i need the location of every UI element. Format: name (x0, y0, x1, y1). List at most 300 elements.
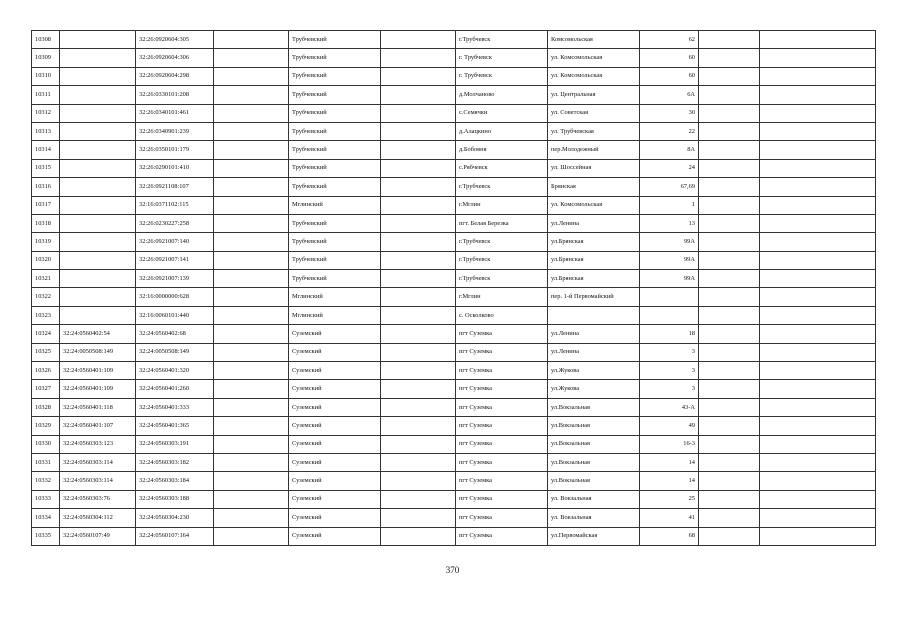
table-row (32, 453, 876, 471)
cell-extra-col-4 (760, 417, 876, 435)
cell-row-id: 10310 (32, 67, 60, 85)
cell-extra-col (214, 527, 289, 545)
cell-cadastral-number: 32:26:0920604:305 (136, 31, 214, 49)
cell-extra-col-4 (760, 86, 876, 104)
cell-locality: пгт Суземка (456, 490, 548, 508)
cell-extra-col (214, 362, 289, 380)
cell-locality: г.Мглин (456, 196, 548, 214)
cell-old-cadastral-number: 32:24:0560401:109 (60, 362, 136, 380)
cell-district: Трубчевский (289, 122, 381, 140)
cell-extra-col-2 (381, 251, 456, 269)
cell-extra-col-4 (760, 31, 876, 49)
cell-street: ул. Вокзальная (548, 490, 640, 508)
cell-extra-col-4 (760, 104, 876, 122)
cell-row-id: 10315 (32, 159, 60, 177)
cell-street (548, 306, 640, 324)
cell-house-number: 24 (640, 159, 699, 177)
cell-extra-col-2 (381, 122, 456, 140)
cell-extra-col-4 (760, 233, 876, 251)
cell-extra-col-3 (699, 86, 760, 104)
cell-cadastral-number: 32:26:0350101:179 (136, 141, 214, 159)
cell-locality: пгт Суземка (456, 325, 548, 343)
cell-street: пер. 1-й Первомайский (548, 288, 640, 306)
cell-district: Мглинский (289, 196, 381, 214)
cell-street: Брянская (548, 178, 640, 196)
cell-house-number: 6А (640, 86, 699, 104)
cell-street: ул.Ленина (548, 214, 640, 232)
cell-district: Суземский (289, 435, 381, 453)
cell-extra-col-3 (699, 435, 760, 453)
table-row (32, 122, 876, 140)
cell-extra-col-4 (760, 306, 876, 324)
cell-old-cadastral-number (60, 214, 136, 232)
cell-row-id: 10308 (32, 31, 60, 49)
cell-old-cadastral-number (60, 251, 136, 269)
cell-district: Суземский (289, 417, 381, 435)
cell-house-number: 14 (640, 472, 699, 490)
cell-extra-col-4 (760, 453, 876, 471)
cell-street: ул.Вокзальная (548, 398, 640, 416)
cell-house-number: 68 (640, 527, 699, 545)
cell-district: Трубчевский (289, 104, 381, 122)
table-row (32, 509, 876, 527)
cell-extra-col-4 (760, 270, 876, 288)
cell-house-number: 43-А (640, 398, 699, 416)
cell-old-cadastral-number: 32:24:0560401:118 (60, 398, 136, 416)
cell-old-cadastral-number (60, 31, 136, 49)
table-row (32, 435, 876, 453)
cell-locality: пгт Суземка (456, 380, 548, 398)
cell-cadastral-number: 32:24:0560107:164 (136, 527, 214, 545)
cell-street: ул. Центральная (548, 86, 640, 104)
cell-street: ул.Брянская (548, 233, 640, 251)
cell-street: ул. Советская (548, 104, 640, 122)
cell-locality: с. Осколково (456, 306, 548, 324)
table-row (32, 270, 876, 288)
cell-house-number: 25 (640, 490, 699, 508)
cell-row-id: 10329 (32, 417, 60, 435)
cell-extra-col (214, 490, 289, 508)
cell-extra-col (214, 86, 289, 104)
cell-extra-col-3 (699, 31, 760, 49)
cell-row-id: 10331 (32, 453, 60, 471)
cell-extra-col (214, 67, 289, 85)
cell-row-id: 10335 (32, 527, 60, 545)
cell-district: Трубчевский (289, 49, 381, 67)
cell-extra-col-3 (699, 527, 760, 545)
cell-house-number: 18 (640, 325, 699, 343)
table-row (32, 380, 876, 398)
cell-row-id: 10328 (32, 398, 60, 416)
cell-locality: д.Алацкино (456, 122, 548, 140)
cell-district: Мглинский (289, 306, 381, 324)
cell-cadastral-number: 32:26:0921007:139 (136, 270, 214, 288)
table-row (32, 288, 876, 306)
cell-locality: пгт Суземка (456, 398, 548, 416)
cell-district: Суземский (289, 472, 381, 490)
cell-row-id: 10322 (32, 288, 60, 306)
cell-old-cadastral-number: 32:24:0560303:123 (60, 435, 136, 453)
cell-cadastral-number: 32:24:0560303:184 (136, 472, 214, 490)
cell-old-cadastral-number: 32:24:0050508:149 (60, 343, 136, 361)
cell-street: ул. Комсомольская (548, 49, 640, 67)
cell-extra-col-2 (381, 178, 456, 196)
cell-extra-col (214, 453, 289, 471)
cell-extra-col (214, 233, 289, 251)
cell-cadastral-number: 32:26:0921108:107 (136, 178, 214, 196)
cell-row-id: 10327 (32, 380, 60, 398)
cell-cadastral-number: 32:16:0000000:628 (136, 288, 214, 306)
cell-district: Суземский (289, 527, 381, 545)
cell-extra-col-2 (381, 306, 456, 324)
cell-cadastral-number: 32:24:0560401:260 (136, 380, 214, 398)
cell-row-id: 10319 (32, 233, 60, 251)
cell-row-id: 10321 (32, 270, 60, 288)
cell-extra-col (214, 178, 289, 196)
cell-extra-col (214, 380, 289, 398)
cell-district: Суземский (289, 380, 381, 398)
cell-row-id: 10324 (32, 325, 60, 343)
table-row (32, 251, 876, 269)
cell-old-cadastral-number (60, 49, 136, 67)
cell-street: ул.Вокзальная (548, 472, 640, 490)
cell-district: Трубчевский (289, 159, 381, 177)
table-body (32, 31, 876, 546)
cell-row-id: 10326 (32, 362, 60, 380)
cell-extra-col-4 (760, 398, 876, 416)
cell-house-number: 99А (640, 270, 699, 288)
cell-row-id: 10317 (32, 196, 60, 214)
cell-extra-col-2 (381, 31, 456, 49)
cell-house-number: 3 (640, 380, 699, 398)
cell-locality: пгт Суземка (456, 453, 548, 471)
cell-row-id: 10334 (32, 509, 60, 527)
cell-extra-col-2 (381, 527, 456, 545)
cell-row-id: 10311 (32, 86, 60, 104)
cell-extra-col-2 (381, 233, 456, 251)
cell-extra-col-2 (381, 67, 456, 85)
cell-extra-col-4 (760, 362, 876, 380)
cell-extra-col-4 (760, 472, 876, 490)
cell-cadastral-number: 32:26:0340901:239 (136, 122, 214, 140)
cell-street: ул. Трубчевская (548, 122, 640, 140)
cell-cadastral-number: 32:16:0060101:440 (136, 306, 214, 324)
cell-extra-col (214, 343, 289, 361)
cell-street: ул. Шоссейная (548, 159, 640, 177)
table-row (32, 31, 876, 49)
cell-extra-col-2 (381, 398, 456, 416)
cell-extra-col-4 (760, 141, 876, 159)
table-row (32, 214, 876, 232)
cell-extra-col (214, 509, 289, 527)
cell-cadastral-number: 32:24:0560303:182 (136, 453, 214, 471)
cell-extra-col-3 (699, 49, 760, 67)
table-row (32, 490, 876, 508)
cell-extra-col (214, 417, 289, 435)
cell-house-number: 62 (640, 31, 699, 49)
cell-old-cadastral-number: 32:24:0560303:76 (60, 490, 136, 508)
cell-extra-col-3 (699, 122, 760, 140)
cell-row-id: 10333 (32, 490, 60, 508)
cell-street: ул.Брянская (548, 251, 640, 269)
cell-extra-col-2 (381, 490, 456, 508)
cell-old-cadastral-number: 32:24:0560401:109 (60, 380, 136, 398)
cell-district: Трубчевский (289, 67, 381, 85)
cell-extra-col-3 (699, 417, 760, 435)
cell-district: Трубчевский (289, 31, 381, 49)
cell-cadastral-number: 32:24:0560401:333 (136, 398, 214, 416)
cell-extra-col-4 (760, 380, 876, 398)
cell-extra-col-2 (381, 104, 456, 122)
table-row (32, 159, 876, 177)
cell-district: Трубчевский (289, 270, 381, 288)
cell-cadastral-number: 32:24:0560303:191 (136, 435, 214, 453)
cell-street: ул.Брянская (548, 270, 640, 288)
table-row (32, 86, 876, 104)
cell-district: Трубчевский (289, 86, 381, 104)
cell-locality: с.Семячки (456, 104, 548, 122)
cell-cadastral-number: 32:24:0560401:320 (136, 362, 214, 380)
cell-street: ул.Жукова (548, 362, 640, 380)
cell-old-cadastral-number: 32:24:0560303:114 (60, 453, 136, 471)
cell-locality: с.Рябчевск (456, 159, 548, 177)
cell-cadastral-number: 32:26:0920604:306 (136, 49, 214, 67)
cell-extra-col-3 (699, 453, 760, 471)
cell-locality: г. Трубчевск (456, 49, 548, 67)
cell-locality: пгт Суземка (456, 435, 548, 453)
table-row (32, 325, 876, 343)
cell-cadastral-number: 32:26:0340101:461 (136, 104, 214, 122)
cell-district: Трубчевский (289, 251, 381, 269)
cell-district: Мглинский (289, 288, 381, 306)
cell-extra-col-4 (760, 122, 876, 140)
cell-street: ул.Вокзальная (548, 417, 640, 435)
cell-street: пер.Молодежный (548, 141, 640, 159)
cell-cadastral-number: 32:26:0230227:258 (136, 214, 214, 232)
cell-house-number: 3 (640, 343, 699, 361)
cell-house-number: 67,69 (640, 178, 699, 196)
cell-locality: пгт Суземка (456, 343, 548, 361)
cell-old-cadastral-number (60, 86, 136, 104)
cell-extra-col-2 (381, 509, 456, 527)
cell-extra-col-2 (381, 196, 456, 214)
cell-extra-col-2 (381, 472, 456, 490)
cell-old-cadastral-number (60, 122, 136, 140)
cell-house-number (640, 306, 699, 324)
cell-row-id: 10313 (32, 122, 60, 140)
cell-extra-col-3 (699, 251, 760, 269)
cell-cadastral-number: 32:24:0050508:149 (136, 343, 214, 361)
cell-old-cadastral-number: 32:24:0560304:112 (60, 509, 136, 527)
cell-street: ул.Вокзальная (548, 435, 640, 453)
cell-extra-col (214, 251, 289, 269)
cell-extra-col-4 (760, 49, 876, 67)
cell-district: Трубчевский (289, 178, 381, 196)
cell-old-cadastral-number (60, 67, 136, 85)
table-row (32, 196, 876, 214)
cell-street: ул. Вокзальная (548, 509, 640, 527)
cell-row-id: 10318 (32, 214, 60, 232)
cell-street: ул. Комсомольская (548, 67, 640, 85)
cell-district: Трубчевский (289, 141, 381, 159)
cell-row-id: 10314 (32, 141, 60, 159)
table-row (32, 398, 876, 416)
cell-extra-col-3 (699, 398, 760, 416)
cell-locality: пгт Суземка (456, 472, 548, 490)
cell-extra-col-3 (699, 233, 760, 251)
cell-extra-col-2 (381, 417, 456, 435)
cell-cadastral-number: 32:26:0921007:140 (136, 233, 214, 251)
cell-extra-col-4 (760, 178, 876, 196)
cell-old-cadastral-number (60, 233, 136, 251)
cell-extra-col-3 (699, 380, 760, 398)
table-row (32, 362, 876, 380)
cell-extra-col (214, 196, 289, 214)
table-row (32, 417, 876, 435)
table-row (32, 233, 876, 251)
cell-locality: д.Молчаново (456, 86, 548, 104)
table-row (32, 104, 876, 122)
cell-extra-col (214, 104, 289, 122)
cell-extra-col-4 (760, 196, 876, 214)
cell-extra-col-3 (699, 306, 760, 324)
cell-row-id: 10309 (32, 49, 60, 67)
cell-cadastral-number: 32:24:0560303:188 (136, 490, 214, 508)
cell-extra-col-3 (699, 196, 760, 214)
cell-cadastral-number: 32:24:0560401:365 (136, 417, 214, 435)
table-row (32, 472, 876, 490)
cell-row-id: 10323 (32, 306, 60, 324)
cell-row-id: 10332 (32, 472, 60, 490)
cell-street: Комсомольская (548, 31, 640, 49)
cell-locality: пгт Суземка (456, 509, 548, 527)
cell-cadastral-number: 32:26:0330101:208 (136, 86, 214, 104)
cell-extra-col-4 (760, 490, 876, 508)
cell-cadastral-number: 32:16:0371102:115 (136, 196, 214, 214)
cell-district: Суземский (289, 398, 381, 416)
table-row (32, 67, 876, 85)
cell-extra-col-2 (381, 214, 456, 232)
cell-cadastral-number: 32:26:0290101:410 (136, 159, 214, 177)
cell-extra-col-3 (699, 270, 760, 288)
cell-extra-col-4 (760, 214, 876, 232)
cell-extra-col (214, 472, 289, 490)
cell-house-number: 3 (640, 362, 699, 380)
cell-old-cadastral-number (60, 196, 136, 214)
cell-extra-col-4 (760, 343, 876, 361)
cell-street: ул. Комсомольская (548, 196, 640, 214)
cell-extra-col-3 (699, 509, 760, 527)
cell-house-number: 1 (640, 196, 699, 214)
cell-house-number: 41 (640, 509, 699, 527)
cell-district: Трубчевский (289, 233, 381, 251)
cell-old-cadastral-number (60, 306, 136, 324)
cell-extra-col (214, 325, 289, 343)
cell-locality: г.Трубчевск (456, 31, 548, 49)
cell-house-number: 99А (640, 233, 699, 251)
cell-extra-col-3 (699, 104, 760, 122)
cell-extra-col-2 (381, 49, 456, 67)
cell-locality: пгт. Белая Березка (456, 214, 548, 232)
cell-cadastral-number: 32:24:0560402:68 (136, 325, 214, 343)
cell-old-cadastral-number (60, 104, 136, 122)
cell-extra-col-3 (699, 214, 760, 232)
cell-extra-col-4 (760, 288, 876, 306)
cell-extra-col-2 (381, 288, 456, 306)
cell-extra-col-3 (699, 343, 760, 361)
cell-old-cadastral-number (60, 270, 136, 288)
cell-house-number: 8А (640, 141, 699, 159)
cell-street: ул.Ленина (548, 325, 640, 343)
cell-extra-col (214, 214, 289, 232)
cell-district: Суземский (289, 453, 381, 471)
cell-row-id: 10320 (32, 251, 60, 269)
cell-extra-col (214, 49, 289, 67)
registry-table (31, 30, 876, 546)
cell-district: Суземский (289, 343, 381, 361)
cell-extra-col-2 (381, 453, 456, 471)
cell-district: Суземский (289, 362, 381, 380)
cell-house-number: 60 (640, 49, 699, 67)
cell-extra-col (214, 288, 289, 306)
cell-locality: г.Трубчевск (456, 233, 548, 251)
table-row (32, 141, 876, 159)
cell-extra-col-2 (381, 86, 456, 104)
cell-row-id: 10312 (32, 104, 60, 122)
cell-extra-col-4 (760, 67, 876, 85)
cell-house-number (640, 288, 699, 306)
cell-district: Трубчевский (289, 214, 381, 232)
cell-extra-col (214, 31, 289, 49)
cell-extra-col-2 (381, 362, 456, 380)
cell-extra-col (214, 306, 289, 324)
cell-extra-col-3 (699, 490, 760, 508)
cell-cadastral-number: 32:26:0921007:141 (136, 251, 214, 269)
cell-house-number: 60 (640, 67, 699, 85)
cell-extra-col-2 (381, 380, 456, 398)
table-row (32, 527, 876, 545)
cell-locality: д.Бобовня (456, 141, 548, 159)
cell-extra-col (214, 159, 289, 177)
cell-extra-col-3 (699, 67, 760, 85)
cell-extra-col (214, 435, 289, 453)
cell-locality: пгт Суземка (456, 527, 548, 545)
cell-district: Суземский (289, 490, 381, 508)
cell-house-number: 13 (640, 214, 699, 232)
cell-extra-col-3 (699, 325, 760, 343)
cell-extra-col-4 (760, 435, 876, 453)
cell-old-cadastral-number (60, 159, 136, 177)
cell-district: Суземский (289, 509, 381, 527)
cell-old-cadastral-number (60, 288, 136, 306)
cell-old-cadastral-number: 32:24:0560401:107 (60, 417, 136, 435)
page-number: 370 (445, 565, 460, 575)
cell-cadastral-number: 32:26:0920604:298 (136, 67, 214, 85)
cell-extra-col (214, 398, 289, 416)
cell-old-cadastral-number: 32:24:0560303:114 (60, 472, 136, 490)
cell-extra-col-4 (760, 527, 876, 545)
cell-extra-col-2 (381, 159, 456, 177)
cell-extra-col-4 (760, 251, 876, 269)
cell-locality: г.Мглин (456, 288, 548, 306)
table-row (32, 49, 876, 67)
table-row (32, 306, 876, 324)
cell-old-cadastral-number (60, 178, 136, 196)
cell-house-number: 22 (640, 122, 699, 140)
cell-house-number: 30 (640, 104, 699, 122)
cell-locality: г. Трубчевск (456, 67, 548, 85)
cell-row-id: 10316 (32, 178, 60, 196)
